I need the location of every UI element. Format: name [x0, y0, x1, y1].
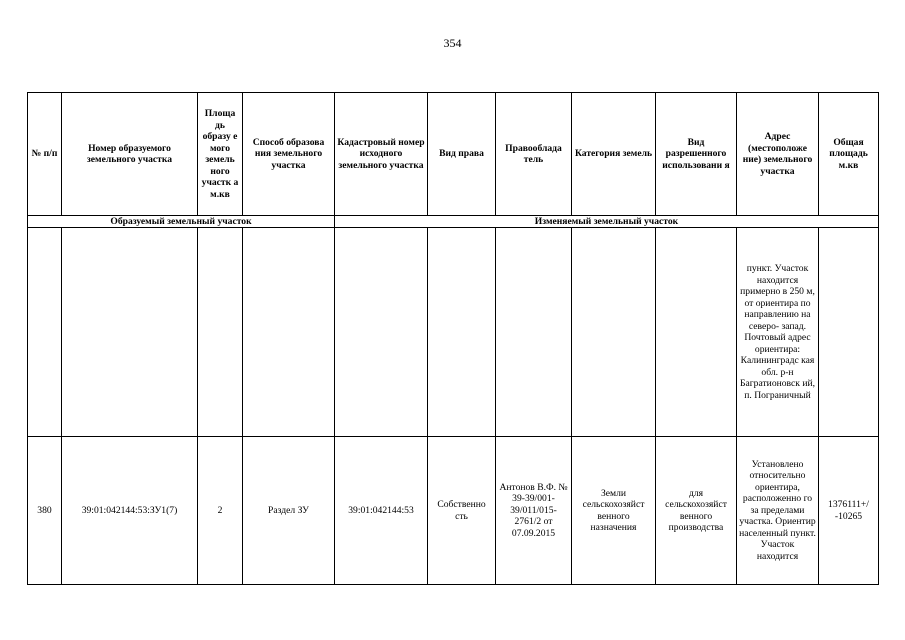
section-row — [28, 216, 879, 228]
cell-empty — [335, 228, 428, 437]
header-area: Площа дь образу е мого земель ного участк а м.кв — [198, 93, 243, 216]
header-new-number: Номер образуемого земельного участка — [62, 93, 198, 216]
cell-area: 2 — [198, 437, 243, 585]
cell-cadastral-source: 39:01:042144:53 — [335, 437, 428, 585]
section-formed: Образуемый земельный участок — [28, 216, 335, 228]
cell-empty — [243, 228, 335, 437]
cell-category: Земли сельскохозяйст венного назначения — [572, 437, 656, 585]
cell-total-area: 1376111+/ -10265 — [819, 437, 879, 585]
header-category: Категория земель — [572, 93, 656, 216]
cell-permitted-use: для сельскохозяйст венного производства — [656, 437, 737, 585]
cell-new-number: 39:01:042144:53:ЗУ1(7) — [62, 437, 198, 585]
cell-empty — [572, 228, 656, 437]
cell-address: Установлено относительно ориентира, расположенно го за пределами участка. Ориентир населенный пункт. Участок находится — [737, 437, 819, 585]
cell-empty — [62, 228, 198, 437]
table-row-continued — [28, 228, 879, 437]
cell-method: Раздел ЗУ — [243, 437, 335, 585]
cell-empty — [819, 228, 879, 437]
cell-num: 380 — [28, 437, 62, 585]
header-method: Способ образова ния земельного участка — [243, 93, 335, 216]
cell-empty — [428, 228, 496, 437]
header-row — [28, 93, 879, 216]
cell-holder: Антонов В.Ф. № 39-39/001- 39/011/015- 2761/2 от 07.09.2015 — [496, 437, 572, 585]
header-num: № п/п — [28, 93, 62, 216]
cell-empty — [656, 228, 737, 437]
page-number: 354 — [443, 36, 462, 50]
header-permitted-use: Вид разрешенного использовани я — [656, 93, 737, 216]
cell-address-continued: пункт. Участок находится примерно в 250 м, от ориентира по направлению на северо- запад. Почтовый адрес ориентира: Калининградс кая обл. р-н Багратионовск ий, п. Пограничный — [737, 228, 819, 437]
header-holder: Правооблада тель — [496, 93, 572, 216]
cell-right-type: Собственно сть — [428, 437, 496, 585]
header-right-type: Вид права — [428, 93, 496, 216]
cell-empty — [496, 228, 572, 437]
section-changed: Изменяемый земельный участок — [335, 216, 879, 228]
cell-empty — [28, 228, 62, 437]
table-row — [28, 437, 879, 585]
header-cadastral-source: Кадастровый номер исходного земельного участка — [335, 93, 428, 216]
header-address: Адрес (местоположе ние) земельного участка — [737, 93, 819, 216]
cell-empty — [198, 228, 243, 437]
land-plot-table — [27, 92, 879, 585]
header-total-area: Общая площадь м.кв — [819, 93, 879, 216]
